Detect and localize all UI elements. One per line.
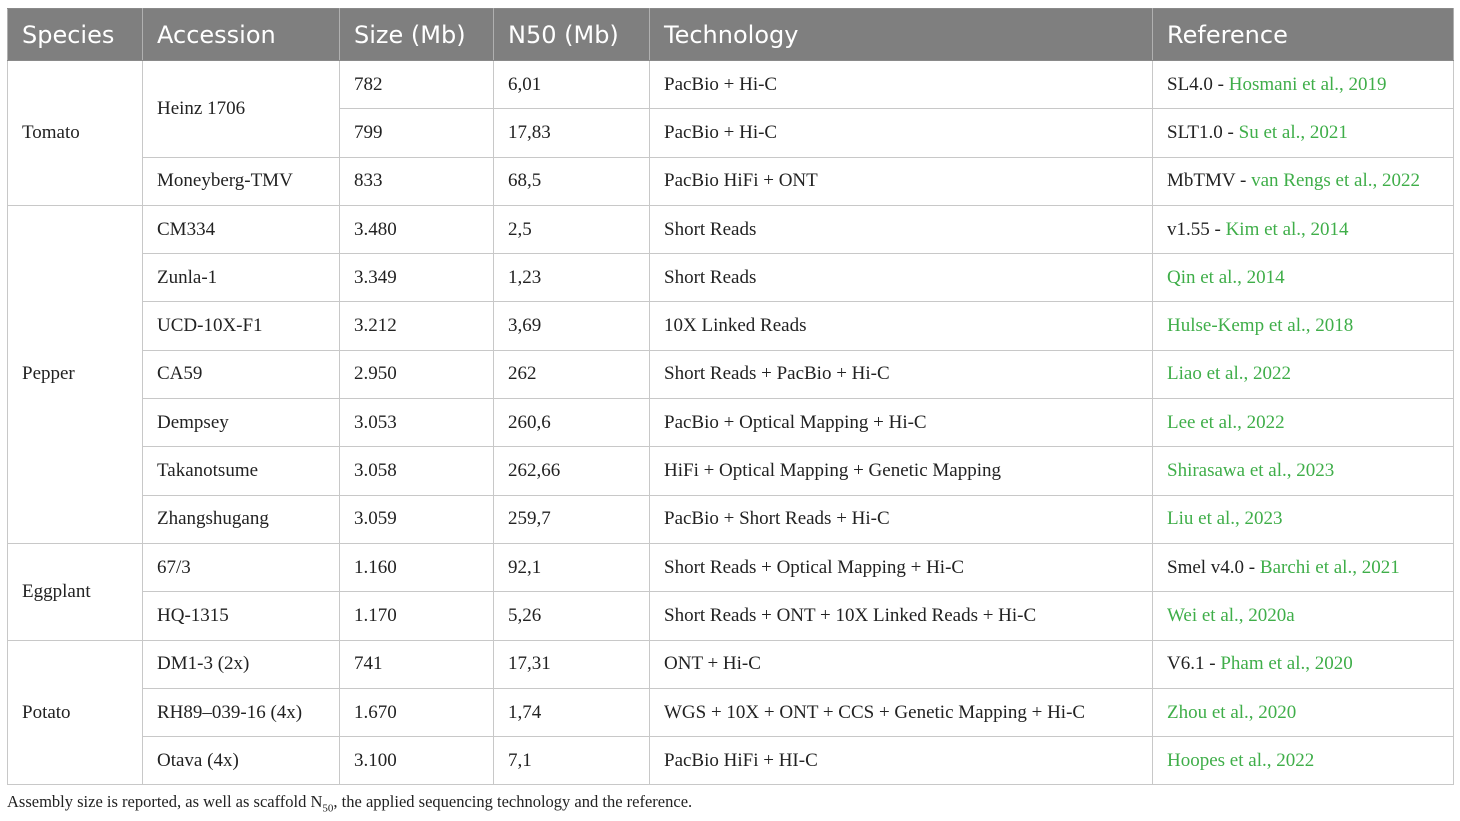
accession-cell: RH89–039-16 (4x) [143, 688, 340, 736]
reference-cell [1153, 157, 1454, 205]
accession-cell: Zhangshugang [143, 495, 340, 543]
reference-link[interactable]: Hosmani et al., 2019 [1228, 73, 1387, 95]
technology-cell: PacBio + Short Reads + Hi-C [650, 495, 1153, 543]
reference-prefix: V6.1 - [1167, 653, 1221, 675]
table-row [8, 688, 1454, 736]
header-accession: Accession [143, 9, 340, 61]
reference-cell [1153, 447, 1454, 495]
n50-cell: 3,69 [494, 302, 650, 350]
reference-cell [1153, 205, 1454, 253]
technology-cell: WGS + 10X + ONT + CCS + Genetic Mapping + Hi-C [650, 688, 1153, 736]
reference-cell [1153, 350, 1454, 398]
size-cell: 3.058 [340, 447, 494, 495]
accession-cell: DM1-3 (2x) [143, 640, 340, 688]
table-row [8, 254, 1454, 302]
table-row [8, 495, 1454, 543]
technology-cell: PacBio HiFi + ONT [650, 157, 1153, 205]
size-cell: 3.480 [340, 205, 494, 253]
size-cell: 3.059 [340, 495, 494, 543]
table-row [8, 447, 1454, 495]
size-cell: 3.349 [340, 254, 494, 302]
reference-link[interactable]: Pham et al., 2020 [1220, 653, 1353, 675]
table-row [8, 205, 1454, 253]
genome-assembly-table [7, 8, 1454, 785]
reference-link[interactable]: Qin et al., 2014 [1167, 266, 1285, 288]
size-cell: 741 [340, 640, 494, 688]
technology-cell: Short Reads + Optical Mapping + Hi-C [650, 543, 1153, 591]
table-row [8, 157, 1454, 205]
table-row [8, 61, 1454, 109]
species-cell-tomato: Tomato [8, 61, 143, 206]
size-cell: 799 [340, 109, 494, 157]
size-cell: 1.170 [340, 592, 494, 640]
technology-cell: 10X Linked Reads [650, 302, 1153, 350]
header-row [8, 9, 1454, 61]
table-row [8, 640, 1454, 688]
reference-prefix: SL4.0 - [1167, 73, 1229, 95]
size-cell: 3.212 [340, 302, 494, 350]
n50-cell: 6,01 [494, 61, 650, 109]
table-row [8, 302, 1454, 350]
reference-link[interactable]: Kim et al., 2014 [1225, 218, 1349, 240]
n50-cell: 262,66 [494, 447, 650, 495]
technology-cell: Short Reads + ONT + 10X Linked Reads + Hi-C [650, 592, 1153, 640]
technology-cell: Short Reads [650, 254, 1153, 302]
reference-link[interactable]: Wei et al., 2020a [1167, 604, 1295, 626]
technology-cell: PacBio + Hi-C [650, 109, 1153, 157]
reference-prefix: v1.55 - [1167, 218, 1226, 240]
size-cell: 2.950 [340, 350, 494, 398]
n50-cell: 262 [494, 350, 650, 398]
n50-cell: 1,74 [494, 688, 650, 736]
n50-cell: 5,26 [494, 592, 650, 640]
reference-link[interactable]: Hulse-Kemp et al., 2018 [1167, 315, 1354, 337]
reference-cell [1153, 543, 1454, 591]
reference-prefix: SLT1.0 - [1167, 121, 1239, 143]
n50-cell: 1,23 [494, 254, 650, 302]
accession-cell: Moneyberg-TMV [143, 157, 340, 205]
technology-cell: PacBio HiFi + HI-C [650, 737, 1153, 785]
size-cell: 782 [340, 61, 494, 109]
reference-cell [1153, 640, 1454, 688]
footnote-subscript: 50 [322, 802, 334, 815]
reference-link[interactable]: Liu et al., 2023 [1167, 508, 1283, 530]
table-row [8, 350, 1454, 398]
table-header [8, 9, 1454, 61]
reference-link[interactable]: van Rengs et al., 2022 [1251, 170, 1420, 192]
reference-prefix: MbTMV - [1167, 170, 1252, 192]
footnote-text-after: , the applied sequencing technology and the reference. [333, 792, 693, 811]
technology-cell: Short Reads + PacBio + Hi-C [650, 350, 1153, 398]
reference-cell [1153, 737, 1454, 785]
accession-cell: 67/3 [143, 543, 340, 591]
reference-cell [1153, 254, 1454, 302]
size-cell: 1.160 [340, 543, 494, 591]
header-size: Size (Mb) [340, 9, 494, 61]
technology-cell: ONT + Hi-C [650, 640, 1153, 688]
reference-cell [1153, 61, 1454, 109]
header-n50: N50 (Mb) [494, 9, 650, 61]
n50-cell: 259,7 [494, 495, 650, 543]
reference-cell [1153, 592, 1454, 640]
species-cell-pepper: Pepper [8, 205, 143, 543]
header-reference: Reference [1153, 9, 1454, 61]
reference-cell [1153, 688, 1454, 736]
accession-cell: CA59 [143, 350, 340, 398]
n50-cell: 68,5 [494, 157, 650, 205]
technology-cell: PacBio + Optical Mapping + Hi-C [650, 399, 1153, 447]
n50-cell: 2,5 [494, 205, 650, 253]
header-species: Species [8, 9, 143, 61]
technology-cell: HiFi + Optical Mapping + Genetic Mapping [650, 447, 1153, 495]
reference-prefix: Smel v4.0 - [1167, 556, 1260, 578]
accession-cell: UCD-10X-F1 [143, 302, 340, 350]
table-row [8, 592, 1454, 640]
reference-link[interactable]: Su et al., 2021 [1238, 121, 1348, 143]
size-cell: 3.100 [340, 737, 494, 785]
table-body [8, 61, 1454, 785]
reference-cell [1153, 495, 1454, 543]
n50-cell: 260,6 [494, 399, 650, 447]
accession-cell: Takanotsume [143, 447, 340, 495]
table-container [7, 8, 1453, 785]
accession-cell: Zunla-1 [143, 254, 340, 302]
reference-cell [1153, 109, 1454, 157]
reference-cell [1153, 302, 1454, 350]
technology-cell: Short Reads [650, 205, 1153, 253]
n50-cell: 17,31 [494, 640, 650, 688]
size-cell: 1.670 [340, 688, 494, 736]
footnote-text-before: Assembly size is reported, as well as scaffold N [7, 792, 323, 811]
reference-cell [1153, 399, 1454, 447]
reference-link[interactable]: Zhou et al., 2020 [1167, 701, 1297, 723]
table-footnote [7, 792, 692, 814]
accession-cell: CM334 [143, 205, 340, 253]
size-cell: 833 [340, 157, 494, 205]
n50-cell: 17,83 [494, 109, 650, 157]
n50-cell: 92,1 [494, 543, 650, 591]
technology-cell: PacBio + Hi-C [650, 61, 1153, 109]
reference-link[interactable]: Barchi et al., 2021 [1259, 556, 1400, 578]
accession-cell: Dempsey [143, 399, 340, 447]
accession-cell: Otava (4x) [143, 737, 340, 785]
n50-cell: 7,1 [494, 737, 650, 785]
reference-link[interactable]: Hoopes et al., 2022 [1167, 749, 1315, 771]
size-cell: 3.053 [340, 399, 494, 447]
table-row [8, 737, 1454, 785]
reference-link[interactable]: Lee et al., 2022 [1167, 411, 1285, 433]
accession-cell: Heinz 1706 [143, 61, 340, 158]
species-cell-potato: Potato [8, 640, 143, 785]
reference-link[interactable]: Liao et al., 2022 [1167, 363, 1291, 385]
table-row [8, 399, 1454, 447]
table-row [8, 543, 1454, 591]
accession-cell: HQ-1315 [143, 592, 340, 640]
reference-link[interactable]: Shirasawa et al., 2023 [1167, 460, 1335, 482]
header-technology: Technology [650, 9, 1153, 61]
species-cell-eggplant: Eggplant [8, 543, 143, 640]
